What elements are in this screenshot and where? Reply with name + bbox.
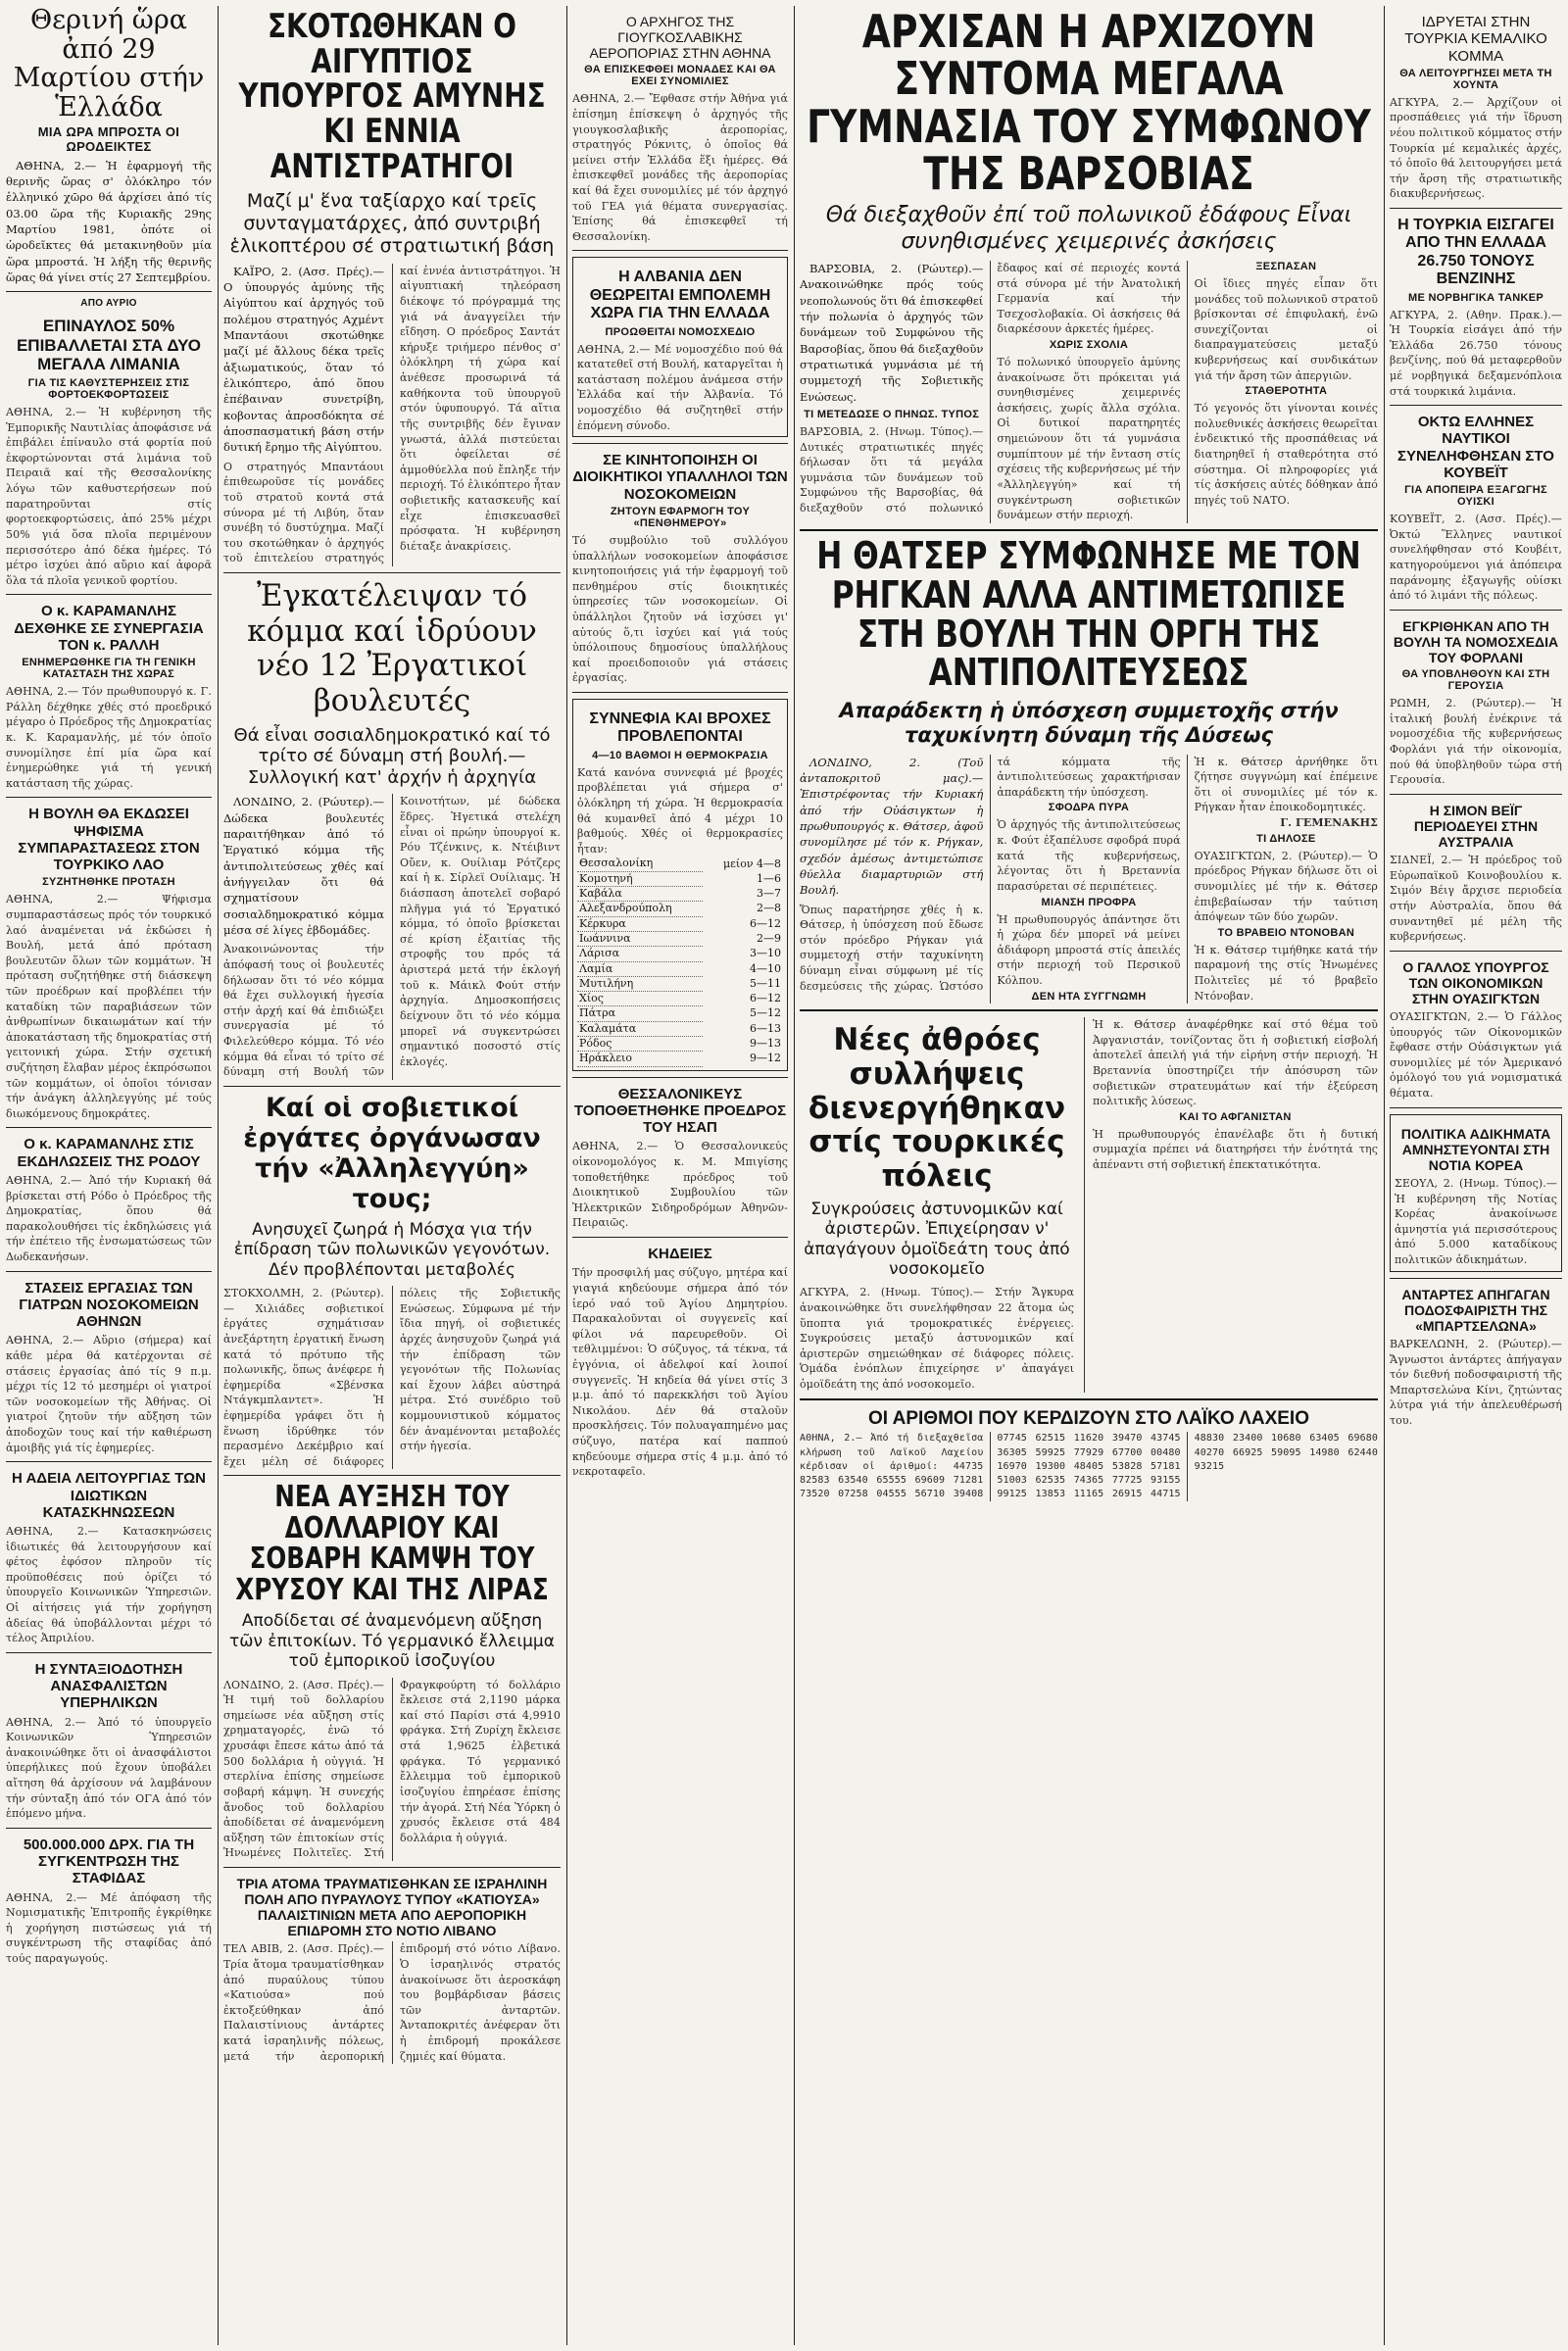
label: ΑΠΟ ΑΥΡΙΟ <box>80 298 137 310</box>
divider <box>6 1127 212 1128</box>
divider <box>1390 610 1562 611</box>
headline-karamanlis-rallis: Ο κ. ΚΑΡΑΜΑΝΛΗΣ ΔΕΧΘΗΚΕ ΣΕ ΣΥΝΕΡΓΑΣΙΑ ΤΟΝ κ. ΡΑΛΛΗ <box>14 603 204 654</box>
article-text: ΑΓΚΥΡΑ, 2.— Ἀρχίζουν οἱ προσπάθειες γιά τήν ἵδρυση νέου πολιτικοῦ κόμματος στήν Τουρκία μέ κεμαλικές ἀρχές, τό ὁποῖο θά λειτουργήσει μετά τήν ἄρση τῆς στρατιωτικῆς διακυβερνήσεως. <box>1390 95 1562 201</box>
headline-soviet-workers: Καί οἱ σοβιετικοί ἐργάτες ὀργάνωσαν τήν «Ἀλληλεγγύη» τους; <box>243 1092 541 1214</box>
subheadline: ΖΗΤΟΥΝ ΕΦΑΡΜΟΓΗ ΤΟΥ «ΠΕΝΘΗΜΕΡΟΥ» <box>610 505 751 529</box>
headline-albania: Η ΑΛΒΑΝΙΑ ΔΕΝ ΘΕΩΡΕΙΤΑΙ ΕΜΠΟΛΕΜΗ ΧΩΡΑ ΓΙΑ ΤΗΝ ΕΛΛΑΔΑ <box>589 269 771 322</box>
article-text: Ἡ πρωθυπουργός ἐπανέλαβε ὅτι ἡ δυτική συμμαχία πρέπει νά διατηρήσει τήν ἑνότητά της ἀπέναντι στή σοβιετική ἐπεκτατικότητα. <box>1093 1127 1378 1172</box>
weather-temp: μείον 4—8 <box>723 857 781 870</box>
divider <box>572 443 788 444</box>
article-text: ΑΘΗΝΑ, 2.— Ἔφθασε στήν Ἀθήνα γιά ἐπίσημη ἐπίσκεψη ὁ ἀρχηγός τῆς γιουγκοσλαβικῆς ἀεροπορίας, στρατηγός Ρόκνιτς, ὁ ὁποῖος θά μείνει στήν Ἑλλάδα ἕξι ἡμέρες. Θά ἐπισκεφθεῖ μονάδες τῆς ἀεροπορίας καί θά ἔχει συνομιλίες μέ τόν ἀρχηγό τοῦ ΓΕΑ γιά θέματα συνεργασίας. Ἐπίσης θά ἐπισκεφθεῖ τή Θεσσαλονίκη. <box>572 92 788 243</box>
weather-temp: 3—7 <box>757 887 781 901</box>
column-3 <box>572 6 788 2345</box>
headline-weather: ΣΥΝΝΕΦΙΑ ΚΑΙ ΒΡΟΧΕΣ ΠΡΟΒΛΕΠΟΝΤΑΙ <box>589 710 771 746</box>
weather-city: Μυτιλήνη <box>577 976 703 991</box>
subheadline: ΓΙΑ ΑΠΟΠΕΙΡΑ ΕΞΑΓΩΓΗΣ ΟΥΙΣΚΙ <box>1404 484 1547 509</box>
article-body: ΒΑΡΣΟΒΙΑ, 2. (Ρώυτερ).— Ανακοινώθηκε πρός τούς νεοπολωνούς ὅτι θά ἐπισκεφθεί τήν πολωνία ὁ ἀρχηγός τῶν δυνάμεων τοῦ Συμφώνου τῆς Βαρσοβίας, ὅπου θά διεξαχθοῦν στρατιωτικά γυμνάσια μέ τή συμμετοχή τῆς Σοβιετικῆς Ενώσεως. <box>800 261 984 404</box>
subheadline: ΕΝΗΜΕΡΩΘΗΚΕ ΓΙΑ ΤΗ ΓΕΝΙΚΗ ΚΑΤΑΣΤΑΣΗ ΤΗΣ ΧΩΡΑΣ <box>22 657 196 681</box>
article-text: ΑΘΗΝΑ, 2.— Ὁ Θεσσαλονικεύς οἰκονομολόγος κ. Μ. Μπιγίσης τοποθετήθηκε πρόεδρος τοῦ Διοικητικοῦ Συμβουλίου τῶν Ἠλεκτρικῶν Σιδηροδρόμων Ἀθηνῶν-Πειραιῶς. <box>572 1140 788 1230</box>
divider <box>223 1086 561 1087</box>
headline-egypt-minister: ΣΚΟΤΩΘΗΚΑΝ Ο ΑΙΓΥΠΤΙΟΣ ΥΠΟΥΡΓΟΣ ΑΜΥΝΗΣ ΚΙ ΕΝΝΙΑ ΑΝΤΙΣΤΡΑΤΗΓΟΙ <box>238 7 546 186</box>
divider <box>572 1237 788 1238</box>
weather-city: Ιωάννινα <box>577 931 703 946</box>
byline: Γ. ΓΕΜΕΝΑΚΗΣ <box>1280 816 1378 830</box>
article-text: ΒΑΡΚΕΛΩΝΗ, 2. (Ρώυτερ).— Ἄγνωστοι ἀντάρτες ἀπήγαγαν τόν διεθνή ποδοσφαιριστή τῆς Μπαρτσελώνα Κίνι, ζητώντας λύτρα γιά τήν ἀπελευθέρωσή του. <box>1390 1337 1562 1427</box>
column-5 <box>1390 6 1562 2345</box>
subheadline: 4—10 ΒΑΘΜΟΙ Η ΘΕΡΜΟΚΡΑΣΙΑ <box>592 749 768 761</box>
article-text: Ἡ κ. Θάτσερ ἀναφέρθηκε καί στό θέμα τοῦ Ἀφγανιστάν, τονίζοντας ὅτι ἡ σοβιετική εἰσβολή ἀποτελεῖ ἀπειλή γιά τήν εἰρήνη στήν περιοχή. Ἡ Βρεταννία ὑποστηρίζει τήν ἀπόσυρση τῶν σοβιετικῶν στρατευμάτων καί τήν ἐξεύρεση πολιτικῆς λύσεως. <box>1093 1018 1378 1108</box>
weather-row <box>577 976 783 991</box>
headline-dollar: ΝΕΑ ΑΥΞΗΣΗ ΤΟΥ ΔΟΛΛΑΡΙΟΥ ΚΑΙ ΣΟΒΑΡΗ ΚΑΜΨΗ ΤΟΥ ΧΡΥΣΟΥ ΚΑΙ ΤΗΣ ΛΙΡΑΣ <box>235 1480 549 1607</box>
weather-temp: 9—13 <box>750 1037 781 1051</box>
divider <box>6 797 212 798</box>
divider <box>1390 1278 1562 1279</box>
headline-thatcher-reagan: Η ΘΑΤΣΕΡ ΣΥΜΦΩΝΗΣΕ ΜΕ ΤΟΝ ΡΗΓΚΑΝ ΑΛΛΑ ΑΝΤΙΜΕΤΩΠΙΣΕ ΣΤΗ ΒΟΥΛΗ ΤΗΝ ΟΡΓΗ ΤΗΣ ΑΝΤΙΠΟΛΙΤΕΥΣΕΩΣ <box>816 533 1361 695</box>
headline-forlani-bills: ΕΓΚΡΙΘΗΚΑΝ ΑΠΟ ΤΗ ΒΟΥΛΗ ΤΑ ΝΟΜΟΣΧΕΔΙΑ ΤΟΥ ΦΟΡΛΑΝΙ <box>1393 617 1559 666</box>
divider <box>6 1652 212 1653</box>
article-text: ΑΓΚΥΡΑ, 2. (Αθην. Πρακ.).— Ἡ Τουρκία εἰσάγει ἀπό τήν Ἑλλάδα 26.750 τόνους βενζίνης, πού θά μεταφερθοῦν μέ νορβηγικά δεξαμενόπλοια στά τουρκικά λιμάνια. <box>1390 308 1562 398</box>
weather-city: Κέρκυρα <box>577 916 703 931</box>
article-text: ΣΤΟΚΧΟΛΜΗ, 2. (Ρώυτερ).— Χιλιάδες σοβιετικοί ἐργάτες σχημάτισαν ἀνεξάρτητη ἐργατική ἕνωση κατά τό πρότυπο τῆς πολωνικῆς, ὅπως ἀνέφερε ἡ ἐφημερίδα «Σβένσκα Ντάγκμπλαντετ». Ἡ ἐφημερίδα γράφει ὅτι ἡ ἕνωση ἱδρύθηκε τόν περασμένο Δεκέμβριο καί ἔχει μέλη σέ διάφορες πόλεις τῆς Σοβιετικῆς Ενώσεως. Σύμφωνα μέ τήν ἴδια πηγή, οἱ σοβιετικές ἀρχές ἀνησυχοῦν ζωηρά γιά τήν ἐπίδραση τῶν γεγονότων τῆς Πολωνίας καί ἔχουν λάβει αὐστηρά μέτρα. Στό συνέδριο τοῦ κομμουνιστικοῦ κόμματος δέν ἀναμένονται μεταβολές στήν ἡγεσία. <box>223 1287 561 1468</box>
weather-temp: 5—11 <box>750 976 781 990</box>
article-body: ΚΑΪΡΟ, 2. (Ασσ. Πρές).— Ο ὑπουργός ἀμύνης τῆς Αἰγύπτου καί ἀρχηγός τοῦ πολέμου στρατηγός Αχμέντ Μπαντάουι σκοτώθηκε μαζί μέ ἄλλους δέκα τρεῖς ἀξιωματικούς, ὅταν τό ἑλικόπτερο, ἀπό ὅπου ἐπέβαιναν συνετρίβη, κοβοντας ἀπροσδόκητα σέ ἀποσπασματική βάση στήν δυτική ἔρημο τῆς Αἰγύπτου. <box>223 264 384 455</box>
deck: Ανησυχεῖ ζωηρά ἡ Μόσχα για τήν ἐπίδραση τῶν πολωνικῶν γεγονότων. Δέν προβλέπονται μεταβολές <box>233 1220 551 1280</box>
subheadline: ΣΤΑΘΕΡΟΤΗΤΑ <box>1245 385 1328 398</box>
deck: Μαζί μ' ἕνα ταξίαρχο καί τρεῖς συνταγματάρχες, ἀπό συντριβή ἑλικοπτέρου σέ στρατιωτική βάση <box>229 190 555 258</box>
column-2 <box>223 6 561 2345</box>
headline-camps: Η ΑΔΕΙΑ ΛΕΙΤΟΥΡΓΙΑΣ ΤΩΝ ΙΔΙΩΤΙΚΩΝ ΚΑΤΑΣΚΗΝΩΣΕΩΝ <box>12 1470 206 1521</box>
weather-temp: 6—13 <box>750 1021 781 1035</box>
headline-yugoslav-airforce: Ο ΑΡΧΗΓΟΣ ΤΗΣ ΓΙΟΥΓΚΟΣΛΑΒΙΚΗΣ ΑΕΡΟΠΟΡΙΑΣ ΣΤΗΝ ΑΘΗΝΑ <box>589 14 771 62</box>
article-text: ΣΕΟΥΛ, 2. (Ηνωμ. Τύπος).— Ἡ κυβέρνηση τῆς Νοτίας Κορέας ἀνακοίνωσε ἀμνηστία γιά περισσότερους ἀπό 5.000 καταδίκους πολιτικῶν ἀδικημάτων. <box>1395 1176 1557 1267</box>
subheadline: ΔΕΝ ΗΤΑ ΣΥΓΓΝΩΜΗ <box>1031 990 1147 1003</box>
article-text: ΑΘΗΝΑ, 2.— Μέ νομοσχέδιο πού θά κατατεθεῖ στή Βουλή, καταργεῖται ἡ κατάσταση πολέμου ἀνάμεσα στήν Ἑλλάδα καί τήν Ἀλβανία. Τό νομοσχέδιο θά συζητηθεῖ στήν ἑπόμενη σύνοδο. <box>577 342 783 432</box>
divider <box>223 1867 561 1868</box>
weather-row <box>577 931 783 946</box>
article-text: ΤΕΛ ΑΒΙΒ, 2. (Ασσ. Πρές).— Τρία ἄτομα τραυματίσθηκαν ἀπό πυραύλους τύπου «Κατιούσα» πού ἐκτοξεύθηκαν ἀπό Παλαιστίνιους ἀντάρτες κατά ἰσραηλινῆς πόλεως, μετά τήν ἀεροπορική ἐπιδρομή στό νότιο Λίβανο. Ὁ ἰσραηλινός στρατός ἀνακοίνωσε ὅτι ἀεροσκάφη του βομβάρδισαν βάσεις τῶν ἀνταρτῶν. Ἀνταποκριτές ἀνέφεραν ὅτι ἡ ἐπιδρομή προκάλεσε ζημιές καί θύματα. <box>223 1942 561 2063</box>
weather-row <box>577 1037 783 1052</box>
headline-parliament-turkey: Η ΒΟΥΛΗ ΘΑ ΕΚΔΩΣΕΙ ΨΗΦΙΣΜΑ ΣΥΜΠΑΡΑΣΤΑΣΕΩΣ ΣΤΟΝ ΤΟΥΡΚΙΚΟ ΛΑΟ <box>18 806 200 874</box>
headline-surcharge: ΕΠΙΝΑΥΛΟΣ 50% ΕΠΙΒΑΛΛΕΤΑΙ ΣΤΑ ΔΥΟ ΜΕΓΑΛΑ ΛΙΜΑΝΙΑ <box>16 317 202 374</box>
weather-table <box>577 857 783 1066</box>
divider <box>223 572 561 573</box>
article-body: ΛΟΝΔΙΝΟ, 2. (Ρώυτερ).— Δώδεκα βουλευτές παραιτήθηκαν ἀπό τό Ἐργατικό κόμμα τῆς ἀντιπολιτεύσεως χθές καί ἀνήγγειλαν ὅτι θά σχηματίσουν σοσιαλδημοκρατικό κόμμα μέσα σέ λίγες ἑβδομάδες. <box>223 795 384 937</box>
weather-city: Λάρισα <box>577 947 703 961</box>
weather-temp: 2—8 <box>757 902 781 915</box>
article-text: Ἡ πρωθυπουργός ἀπάντησε ὅτι ἡ χώρα δέν μπορεῖ νά μείνει ἀδιάφορη μπροστά στίς ἀπειλές στήν περιοχή τοῦ Περσικοῦ Κόλπου. <box>997 912 1181 987</box>
headline-korea-amnesty: ΠΟΛΙΤΙΚΑ ΑΔΙΚΗΜΑΤΑ ΑΜΝΗΣΤΕΥΟΝΤΑΙ ΣΤΗ ΝΟΤΙΑ ΚΟΡΕΑ <box>1400 1125 1551 1173</box>
weather-city: Καβάλα <box>577 887 703 902</box>
weather-row <box>577 1052 783 1066</box>
weather-row <box>577 961 783 976</box>
weather-row <box>577 1021 783 1036</box>
column-rule <box>1384 6 1385 2345</box>
article-body: ΑΘΗΝΑ, 2.— Ἡ ἐφαρμογή τῆς θερινῆς ὥρας σ' ὁλόκληρο τόν ἑλληνικό χῶρο θά ἀρχίσει ἀπό τίς 03.00 ὥρα τῆς Κυριακῆς 29ης Μαρτίου 1981, ὁπότε οἱ ὡροδεῖκτες θά μετακινηθοῦν μία ὥρα μπροστά. Ἡ λήξη τῆς θερινῆς ὥρας θά γίνει στίς 27 Σεπτεμβρίου. <box>6 158 212 285</box>
subheadline: ΤΟ ΒΡΑΒΕΙΟ ΝΤΟΝΟΒΑΝ <box>1217 926 1355 939</box>
headline-hospital-staff: ΣΕ ΚΙΝΗΤΟΠΟΙΗΣΗ ΟΙ ΔΙΟΙΚΗΤΙΚΟΙ ΥΠΑΛΛΗΛΟΙ ΤΩΝ ΝΟΣΟΚΟΜΕΙΩΝ <box>572 452 788 503</box>
weather-city: Καλαμάτα <box>577 1021 703 1036</box>
column-rule <box>566 6 567 2345</box>
deck: Αποδίδεται σέ ἀναμενόμενη αὔξηση τῶν ἐπιτοκίων. Τό γερμανικό ἔλλειμμα τοῦ ἐμπορικοῦ ἰσοζυγίου <box>229 1611 555 1672</box>
article-text: ΑΓΚΥΡΑ, 2. (Ηνωμ. Τύπος).— Στήν Ἄγκυρα ἀνακοινώθηκε ὅτι συνελήφθησαν 22 ἄτομα ὡς ὕποπτα γιά τρομοκρατικές ἐνέργειες. Συγκρούσεις μεταξύ ἀστυνομικῶν καί ἀριστερῶν σημειώθηκαν σέ διάφορες πόλεις. Ὁμάδα ἐνόπλων ἐπιχείρησε ν' ἀπαγάγει ὁμοϊδεάτη της ἀπό νοσοκομεῖο. <box>800 1286 1074 1391</box>
deck: Θά διεξαχθοῦν ἐπί τοῦ πολωνικοῦ ἐδάφους Εἶναι συνηθισμένες χειμερινές ἀσκήσεις <box>825 203 1352 254</box>
divider <box>572 250 788 251</box>
divider <box>1390 794 1562 795</box>
divider <box>6 1828 212 1829</box>
lottery-numbers: ΑΘΗΝΑ, 2.— Ἀπό τή διεξαχθεῖσα κλήρωση τοῦ Λαϊκοῦ Λαχείου κέρδισαν οἱ ἀριθμοί: 44735 82583 63540 65555 69609 71281 73520 07258 04555 56710 39408 07745 62515 11620 39470 43745 36305 59925 77929 67700 00480 16970 19300 48405 53828 57181 51003 62535 74365 77725 93155 99125 13853 11165 26915 44715 48830 23400 10680 63405 69680 40270 66925 59095 14980 62440 93215 <box>800 1433 1378 1500</box>
subheadline: ΘΑ ΥΠΟΒΛΗΘΟΥΝ ΚΑΙ ΣΤΗ ΓΕΡΟΥΣΙΑ <box>1401 668 1550 693</box>
divider <box>6 1461 212 1462</box>
subheadline: ΣΦΟΔΡΑ ΠΥΡΑ <box>1048 802 1130 814</box>
weather-temp: 9—12 <box>750 1052 781 1065</box>
article-text: Ἡ κ. Θάτσερ τιμήθηκε κατά τήν παραμονή της στίς Ἡνωμένες Πολιτεῖες μέ τό βραβεῖο Ντόνοβαν. <box>1194 943 1378 1003</box>
headline-summer-time: Θερινή ὥρα ἀπό 29 Μαρτίου στήν Ἑλλάδα <box>13 6 205 123</box>
weather-city: Ηράκλειο <box>577 1052 703 1066</box>
weather-temp: 3—10 <box>750 947 781 960</box>
divider <box>572 1077 788 1078</box>
divider <box>572 692 788 693</box>
divider <box>1390 405 1562 406</box>
subheadline: ΜΙΑΝΣΗ ΠΡΟΦΡΑ <box>1041 896 1137 908</box>
subheadline: ΣΥΖΗΤΗΘΗΚΕ ΠΡΟΤΑΣΗ <box>42 876 175 889</box>
headline-isap: ΘΕΣΣΑΛΟΝΙΚΕΥΣ ΤΟΠΟΘΕΤΗΘΗΚΕ ΠΡΟΕΔΡΟΣ ΤΟΥ ΗΣΑΠ <box>573 1085 787 1137</box>
headline-warsaw-pact: ΑΡΧΙΣΑΝ Η ΑΡΧΙΖΟΥΝ ΣΥΝΤΟΜΑ ΜΕΓΑΛΑ ΓΥΜΝΑΣΙΑ ΤΟΥ ΣΥΜΦΩΝΟΥ ΤΗΣ ΒΑΡΣΟΒΙΑΣ <box>807 6 1371 200</box>
headline-labour-mps: Ἐγκατέλειψαν τό κόμμα καί ἱδρύουν νέο 12 Ἐργατικοί βουλευτές <box>247 578 537 718</box>
article-text: Τήν προσφιλή μας σύζυγο, μητέρα καί γιαγιά κηδεύουμε σήμερα ἀπό τόν ἱερό ναό τοῦ Ἁγίου Δημητρίου. Παρακαλοῦνται οἱ συγγενεῖς καί φίλοι νά παρευρεθοῦν. Οἱ τεθλιμμένοι: Ὁ σύζυγος, τά τέκνα, τά ἐγγόνια, οἱ ἀδελφοί καί λοιποί συγγενεῖς. Ἡ κηδεία θά γίνει στίς 3 μ.μ. ἀπό τό παρεκκλήσι τοῦ Ἁγίου Νικολάου. Δέν θά σταλοῦν προσκλήσεις. Τόν πολυαγαπημένο μας σύζυγο, πατέρα καί παππού κηδεύουμε σήμερα στίς 4 μ.μ. ἀπό τό νεκροταφεῖο. <box>572 1266 788 1479</box>
article-text: ΑΘΗΝΑ, 2.— Ἡ κυβέρνηση τῆς Ἐμπορικῆς Ναυτιλίας ἀποφάσισε νά ἐπιβάλει ἐπίναυλο στά φορτία πού ἐκφορτώνονται στά λιμάνια τοῦ Πειραιᾶ καί τῆς Θεσσαλονίκης λόγω τῶν καθυστερήσεων πού παρατηροῦνται στίς φορτοεκφορτώσεις, ἀπό 25% μέχρι 50% γιά ὅσα πλοῖα περιμένουν περισσότερο ἀπό δέκα ἡμέρες. Τό μέτρο ἰσχύει ἀπό αὔριο καί ἀφορᾶ ὅλα τά πλοῖα γενικοῦ φορτίου. <box>6 406 212 587</box>
column-rule <box>218 6 219 2345</box>
column-4 <box>800 6 1378 2345</box>
article-text: Οἱ ἴδιες πηγές εἶπαν ὅτι μονάδες τοῦ πολωνικοῦ στρατοῦ βρίσκονται σέ ἐπιφυλακή, ἐνῶ συνεχίζονται οἱ διαπραγματεύσεις μεταξύ κυβερνήσεως καί συνδικάτων γιά τήν ἄρση τῶν ἀπεργιῶν. <box>1194 276 1378 382</box>
headline-raisin: 500.000.000 ΔΡΧ. ΓΙΑ ΤΗ ΣΥΓΚΕΝΤΡΩΣΗ ΤΗΣ ΣΤΑΦΙΔΑΣ <box>23 1836 195 1887</box>
column-1 <box>6 6 212 2345</box>
article-text: ΑΘΗΝΑ, 2.— Κατασκηνώσεις ἰδιωτικές θά λειτουργήσουν καί φέτος ἐφόσον πληροῦν τίς προϋποθέσεις πού ὁρίζει τό ὑπουργεῖο Κοινωνικῶν Ὑπηρεσιῶν. Οἱ αἰτήσεις γιά τήν χορήγηση ἀδείας θά ὑποβάλλονται μέχρι τό τέλος Ἀπριλίου. <box>6 1525 212 1645</box>
subheadline: ΠΡΟΩΘΕΙΤΑΙ ΝΟΜΟΣΧΕΔΙΟ <box>605 325 756 338</box>
weather-city: Κομοτηνή <box>577 871 703 886</box>
deck: Συγκρούσεις ἀστυνομικῶν καί ἀριστερῶν. Ἐπιχείρησαν ν' ἀπαγάγουν ὁμοϊδεάτη τους ἀπό νοσοκομεῖο <box>804 1199 1070 1279</box>
weather-row <box>577 871 783 886</box>
weather-temp: 4—10 <box>750 961 781 975</box>
article-text: Ο στρατηγός Μπαντάουι ἐπιθεωροῦσε τίς μονάδες τοῦ στρατοῦ κοντά στά σύνορα μέ τή Λιβύη, ὅταν συνέβη τό δυστύχημα. Μαζί του σκοτώθηκαν ὁ ἀρχηγός τοῦ ἐπιτελείου στρατηγός καί ἐννέα ἀντιστράτηγοι. Ἡ αἰγυπτιακή τηλεόραση διέκοψε τό πρόγραμμά της γιά νά ἀναγγείλει τήν εἴδηση. Ο πρόεδρος Σαντάτ κήρυξε τριήμερο πένθος σ' ὁλόκληρη τή χώρα καί ἀνέθεσε προσωρινά τά καθήκοντα τοῦ ὑπουργοῦ στόν ὑφυπουργό. Τά αἴτια τῆς συντριβῆς δέν ἔγιναν γνωστά, ἀλλά πιστεύεται ὅτι ὀφείλεται σέ ἀμμοθύελλα πού ἔπληξε τήν περιοχή. Τό ἑλικόπτερο ἦταν σοβιετικῆς κατασκευῆς καί εἶχε ἐπισκευασθεῖ πρόσφατα. Ἡ κυβέρνηση διέταξε ἀνακρίσεις. <box>223 264 561 565</box>
divider <box>800 1398 1378 1400</box>
subheadline: ΜΕ ΝΟΡΒΗΓΙΚΑ ΤΑΝΚΕΡ <box>1407 291 1544 304</box>
headline-doctors-strike: ΣΤΑΣΕΙΣ ΕΡΓΑΣΙΑΣ ΤΩΝ ΓΙΑΤΡΩΝ ΝΟΣΟΚΟΜΕΙΩΝ ΑΘΗΝΩΝ <box>19 1279 199 1331</box>
article-text: Ἀνακοινώνοντας τήν ἀπόφασή τους οἱ βουλευτές δήλωσαν ὅτι τό νέο κόμμα θά ἔχει συλλογική ἡγεσία στήν ἀρχή καί θά ἐπιδιώξει συνεργασία μέ τό Φιλελεύθερο κόμμα. Τό νέο κόμμα θά εἶναι τό τρίτο σέ δύναμη στή Βουλή τῶν Κοινοτήτων, μέ δώδεκα ἕδρες. Ἡγετικά στελέχη εἶναι οἱ πρώην ὑπουργοί κ. Ρόυ Τζένκινς, κ. Ντέιβιντ Οὔεν, κ. Ουίλιαμ Ρότζερς καί ἡ κ. Σίρλεϊ Ουίλιαμς. Ἡ διάσπαση ἀποτελεῖ σοβαρό πλῆγμα γιά τό Ἐργατικό κόμμα, τό ὁποῖο βρίσκεται σέ κρίση ἐξαιτίας τῆς στροφῆς του πρός τά ἀριστερά μετά τήν ἐκλογή τοῦ κ. Μάικλ Φούτ στήν ἀρχηγία. Δημοσκοπήσεις δείχνουν ὅτι τό νέο κόμμα μπορεῖ νά συγκεντρώσει σημαντικό ποσοστό στίς ἐκλογές. <box>223 795 561 1079</box>
divider <box>1390 1107 1562 1108</box>
article-text: ΚΟΥΒΕΪΤ, 2. (Ασσ. Πρές).— Ὀκτώ Ἕλληνες ναυτικοί συνελήφθησαν στό Κουβέιτ, κατηγορούμενοι γιά ἀπόπειρα παράνομης ἐξαγωγῆς οὐίσκι ἀπό τό λιμάνι τῆς πόλεως. <box>1390 513 1562 603</box>
weather-city: Λαμία <box>577 961 703 976</box>
divider <box>1390 208 1562 209</box>
divider <box>800 529 1378 531</box>
article-text: Ὁ ἀρχηγός τῆς ἀντιπολιτεύσεως κ. Φούτ ἐξαπέλυσε σφοδρά πυρά κατά τῆς κυβερνήσεως, λέγοντας ὅτι ἡ Βρεταννία παρασύρεται σέ περιπέτειες. <box>997 818 1181 893</box>
headline-simone-veil: Η ΣΙΜΟΝ ΒΕΪΓ ΠΕΡΙΟΔΕΥΕΙ ΣΤΗΝ ΑΥΣΤΡΑΛΙΑ <box>1413 802 1539 851</box>
article-text: ΟΥΑΣΙΓΚΤΩΝ, 2. (Ρώυτερ).— Ὁ πρόεδρος Ρήγκαν δήλωσε ὅτι οἱ συνομιλίες μέ τήν κ. Θάτσερ ἐπιβεβαίωσαν τήν ταύτιση ἀπόψεων τῶν δύο χωρῶν. <box>1194 849 1378 924</box>
headline-pensions: Η ΣΥΝΤΑΞΙΟΔΟΤΗΣΗ ΑΝΑΣΦΑΛΙΣΤΩΝ ΥΠΕΡΗΛΙΚΩΝ <box>34 1660 183 1712</box>
article-text: ΑΘΗΝΑ, 2.— Τόν πρωθυπουργό κ. Γ. Ράλλη δέχθηκε χθές στό προεδρικό μέγαρο ὁ Πρόεδρος τῆς Δημοκρατίας κ. Κ. Καραμανλής, μέ τόν ὁποῖο συνομίλησε ἐπί μία ὥρα καί ἐνημερώθηκε γιά τή γενική κατάσταση τῆς χώρας. <box>6 685 212 790</box>
weather-temp: 1—6 <box>757 871 781 885</box>
divider <box>223 1475 561 1476</box>
weather-temp: 6—12 <box>750 916 781 930</box>
divider <box>1390 951 1562 952</box>
article-text: ΟΥΑΣΙΓΚΤΩΝ, 2.— Ὁ Γάλλος ὑπουργός τῶν Οἰκονομικῶν ἔφθασε στήν Οὐάσιγκτων γιά συνομιλίες μέ τόν Ἀμερικανό ὁμόλογό του γιά νομισματικά θέματα. <box>1390 1010 1562 1101</box>
article-text: Τό συμβούλιο τοῦ συλλόγου ὑπαλλήλων νοσοκομείων ἀποφάσισε κινητοποιήσεις γιά τήν ἐφαρμογή τοῦ πενθημέρου στίς διοικητικές ὑπηρεσίες τῶν νοσοκομείων. Οἱ ὑπάλληλοι ζητοῦν νά ἰσχύσει γι' αὐτούς ὅ,τι ἰσχύει καί γιά τούς ὑπόλοιπους δημοσίους ὑπαλλήλους καί προειδοποιοῦν γιά στάσεις ἐργασίας. <box>572 533 788 685</box>
article-text: ΑΘΗΝΑ, 2.— Μέ ἀπόφαση τῆς Νομισματικῆς Ἐπιτροπῆς ἐγκρίθηκε ἡ χορήγηση πιστώσεως γιά τή συγκέντρωση τῆς σταφίδας ἀπό τούς παραγωγούς. <box>6 1890 212 1966</box>
weather-city: Χίος <box>577 992 703 1006</box>
weather-row <box>577 916 783 931</box>
weather-city: Ρόδος <box>577 1037 703 1052</box>
article-text: Ἡ κ. Θάτσερ ἀρνήθηκε ὅτι ζήτησε συγγνώμη καί ἐπέμεινε ὅτι οἱ συνομιλίες μέ τόν κ. Ρήγκαν ἦταν ἐποικοδομητικές. <box>1194 755 1378 814</box>
article-text: ΛΟΝΔΙΝΟ, 2. (Ασσ. Πρές).— Ἡ τιμή τοῦ δολλαρίου σημείωσε νέα αὔξηση στίς χρηματαγορές, ἐνῶ τό χρυσάφι ἔπεσε κάτω ἀπό τά 500 δολλάρια ἡ οὐγγιά. Ἡ στερλίνα ἐπίσης σημείωσε σοβαρή κάμψη. Ἡ συνεχής ἄνοδος τοῦ δολλαρίου ἀποδίδεται σέ ἀναμενόμενη αὔξηση τῶν ἐπιτοκίων στίς Ἡνωμένες Πολιτεῖες. Στή Φραγκφούρτη τό δολλάριο ἔκλεισε στά 2,1190 μάρκα καί στό Παρίσι στά 4,9910 φράγκα. Στή Ζυρίχη ἔκλεισε στά 1,9625 ἐλβετικά φράγκα. Τό γερμανικό ἔλλειμμα τοῦ ἐμπορικοῦ ἰσοζυγίου ἐπηρέασε ἐπίσης τήν ἀγορά. Στή Νέα Ὑόρκη ὁ χρυσός ἔκλεισε στά 484 δολλάρια ἡ οὐγγιά. <box>223 1678 561 1860</box>
article-text: ΡΩΜΗ, 2. (Ρώυτερ).— Ἡ ἰταλική βουλή ἐνέκρινε τά νομοσχέδια τῆς κυβερνήσεως Φορλάνι γιά τήν οἰκονομία, πού θά ὑποβληθοῦν τώρα στή Γερουσία. <box>1390 697 1562 787</box>
subheadline: ΧΩΡΙΣ ΣΧΟΛΙΑ <box>1049 339 1129 352</box>
headline-petrol-export: Η ΤΟΥΡΚΙΑ ΕΙΣΓΑΓΕΙ ΑΠΟ ΤΗΝ ΕΛΛΑΔΑ 26.750 ΤΟΝΟΥΣ ΒΕΝΖΙΝΗΣ <box>1397 217 1554 288</box>
article-text: Τό γεγονός ὅτι γίνονται κοινές πολυεθνικές ἀσκήσεις θεωρεῖται ἐνδεικτικό τῆς προσπάθειας νά διατηρηθεῖ ἡ σταθερότητα στό σύστημα. Οἱ πληροφορίες γιά τίς ἀσκήσεις αὐτές δόθηκαν ἀπό πηγές τοῦ ΝΑΤΟ. <box>1194 402 1378 507</box>
weather-row <box>577 887 783 902</box>
deck: Απαράδεκτη ἡ ὑπόσχεση συμμετοχῆς στήν ταχυκίνητη δύναμη τῆς Δύσεως <box>839 699 1339 748</box>
divider <box>800 1009 1378 1011</box>
weather-city: Αλεξανδρούπολη <box>577 902 703 916</box>
article-text: Ὅπως παρατήρησε χθές ἡ κ. Θάτσερ, ἡ ὑπόσχεση πού ἔδωσε στόν πρόεδρο Ρήγκαν γιά συμμετοχή στήν ταχυκίνητη δύναμη εἶναι σύμφωνη μέ τίς δεσμεύσεις τῆς χώρας. Ὡστόσο τά κόμματα τῆς ἀντιπολιτεύσεως χαρακτήρισαν ἀπαράδεκτη τήν ὑπόσχεση. <box>800 755 1181 993</box>
headline-sailors-kuwait: ΟΚΤΩ ΕΛΛΗΝΕΣ ΝΑΥΤΙΚΟΙ ΣΥΝΕΛΗΦΘΗΣΑΝ ΣΤΟ ΚΟΥΒΕΪΤ <box>1397 414 1554 481</box>
article-text: Τό πολωνικό ὑπουργεῖο ἀμύνης ἀνακοίνωσε ὅτι πρόκειται γιά συνηθισμένες χειμερινές ἀσκήσεις, χωρίς ἄλλα σχόλια. Οἱ δυτικοί παρατηρητές σημειώνουν ὅτι τά γυμνάσια συμπίπτουν μέ τήν ἔνταση στίς σχέσεις τῆς κυβερνήσεως μέ τήν «Ἀλληλεγγύη» καί τή συγκέντρωση σοβιετικῶν δυνάμεων στήν περιοχή. <box>997 356 1181 522</box>
weather-row <box>577 947 783 961</box>
weather-temp: 5—12 <box>750 1006 781 1020</box>
subheadline: ΜΙΑ ΩΡΑ ΜΠΡΟΣΤΑ ΟΙ ΩΡΟΔΕΙΚΤΕΣ <box>37 123 180 154</box>
headline-lottery: ΟΙ ΑΡΙΘΜΟΙ ΠΟΥ ΚΕΡΔΙΖΟΥΝ ΣΤΟ ΛΑΪΚΟ ΛΑΧΕΙΟ <box>868 1407 1309 1429</box>
subheadline: ΘΑ ΕΠΙΣΚΕΦΘΕΙ ΜΟΝΑΔΕΣ ΚΑΙ ΘΑ ΕΧΕΙ ΣΥΝΟΜΙΛΙΕΣ <box>584 64 776 88</box>
article-text: ΑΘΗΝΑ, 2.— Αὔριο (σήμερα) καί κάθε μέρα θά κατέρχονται σέ στάσεις ἐργασίας ἀπό τίς 9 π.μ. μέχρι τίς 12 τό μεσημέρι οἱ γιατροί τῶν νοσοκομείων τῆς Ἀθήνας. Οἱ γιατροί ζητοῦν τήν αὔξηση τῶν ἀποδοχῶν τους καί τήν καθιέρωση ἀμοιβῆς γιά τίς ἐφημερίες. <box>6 1334 212 1454</box>
article-text: ΒΑΡΣΟΒΙΑ, 2. (Ηνωμ. Τύπος).— Δυτικές στρατιωτικές πηγές δήλωσαν ὅτι τά μεγάλα γυμνάσια τῶν δυνάμεων τοῦ Συμφώνου τῆς Βαρσοβίας, θά διεξαχθοῦν στό πολωνικό ἔδαφος καί σέ περιοχές κοντά στά σύνορα μέ τήν Ἀνατολική Γερμανία καί τήν Τσεχοσλοβακία. Οἱ ἀσκήσεις θά διαρκέσουν ἀρκετές ἡμέρες. <box>800 261 1181 514</box>
weather-row <box>577 902 783 916</box>
weather-row <box>577 857 783 871</box>
divider <box>6 1271 212 1272</box>
weather-city: Θεσσαλονίκη <box>577 857 703 871</box>
divider <box>6 291 212 292</box>
subheadline: ΤΙ ΜΕΤΕΔΩΣΕ Ο ΠΗΝΩΣ. ΤΥΠΟΣ <box>804 408 980 420</box>
headline-french-minister: Ο ΓΑΛΛΟΣ ΥΠΟΥΡΓΟΣ ΤΩΝ ΟΙΚΟΝΟΜΙΚΩΝ ΣΤΗΝ ΟΥΑΣΙΓΚΤΩΝ <box>1402 958 1549 1006</box>
headline-turkey-arrests: Νέες ἀθρόες συλλήψεις διενεργήθηκαν στίς τουρκικές πόλεις <box>808 1022 1066 1195</box>
subheadline: ΚΑΙ ΤΟ ΑΦΓΑΝΙΣΤΑΝ <box>1179 1110 1292 1123</box>
weather-row <box>577 1006 783 1021</box>
article-text: Κατά κανόνα συννεφιά μέ βροχές προβλέπεται γιά σήμερα σ' ὁλόκληρη τή χώρα. Ἡ θερμοκρασία θά κυμανθεῖ ἀπό 4 μέχρι 10 βαθμούς. Χθές οἱ θερμοκρασίες ἦταν: <box>577 765 783 856</box>
headline-israel-rockets: ΤΡΙΑ ΑΤΟΜΑ ΤΡΑΥΜΑΤΙΣΘΗΚΑΝ ΣΕ ΙΣΡΑΗΛΙΝΗ ΠΟΛΗ ΑΠΟ ΠΥΡΑΥΛΟΥΣ ΤΥΠΟΥ «ΚΑΤΙΟΥΣΑ» ΠΑΛΑΙΣΤΙΝΙΩΝ ΜΕΤΑ ΑΠΟ ΑΕΡΟΠΟΡΙΚΗ ΕΠΙΔΡΟΜΗ ΣΤΟ ΝΟΤΙΟ ΛΙΒΑΝΟ <box>236 1875 548 1939</box>
deck: Θά εἶναι σοσιαλδημοκρατικό καί τό τρίτο σέ δύναμη στή βουλή.— Συλλογική κατ' ἀρχήν ἡ ἀρχηγία <box>233 724 551 788</box>
subheadline: ΤΙ ΔΗΛΟΣΕ <box>1256 832 1316 845</box>
headline-barcelona: ΑΝΤΑΡΤΕΣ ΑΠΗΓΑΓΑΝ ΠΟΔΟΣΦΑΙΡΙΣΤΗ ΤΗΣ «ΜΠΑΡΤΣΕΛΩΝΑ» <box>1401 1286 1550 1334</box>
subheadline: ΞΕΣΠΑΣΑΝ <box>1255 260 1317 272</box>
headline-kemalist-party: ΙΔΡΥΕΤΑΙ ΣΤΗΝ ΤΟΥΡΚΙΑ ΚΕΜΑΛΙΚΟ ΚΟΜΜΑ <box>1404 14 1547 65</box>
article-body: ΛΟΝΔΙΝΟ, 2. (Τοῦ ἀνταποκριτοῦ μας).— Ἐπιστρέφοντας τήν Κυριακή ἀπό τήν Οὐάσιγκτων ἡ πρωθυπουργός κ. Θάτσερ, ἀφοῦ συνομίλησε μέ τόν κ. Ρήγκαν, σχεδόν ἀμέσως ἀντιμετώπισε θύελλα διαμαρτυριῶν στή Βουλή. <box>800 755 984 898</box>
headline-karamanlis-rhodes: Ο κ. ΚΑΡΑΜΑΝΛΗΣ ΣΤΙΣ ΕΚΔΗΛΩΣΕΙΣ ΤΗΣ ΡΟΔΟΥ <box>17 1136 201 1170</box>
article-text: ΣΙΔΝΕΪ, 2.— Ἡ πρόεδρος τοῦ Εὐρωπαϊκοῦ Κοινοβουλίου κ. Σιμόν Βέιγ ἄρχισε περιοδεία στήν Αὐστραλία, ὅπου θά συναντηθεῖ μέ μέλη τῆς κυβερνήσεως. <box>1390 854 1562 944</box>
subheadline: ΓΙΑ ΤΙΣ ΚΑΘΥΣΤΕΡΗΣΕΙΣ ΣΤΙΣ ΦΟΡΤΟΕΚΦΟΡΤΩΣΕΙΣ <box>27 377 190 402</box>
weather-temp: 6—12 <box>750 992 781 1005</box>
weather-city: Πάτρα <box>577 1006 703 1021</box>
weather-row <box>577 992 783 1006</box>
weather-temp: 2—9 <box>757 931 781 945</box>
column-rule <box>794 6 795 2345</box>
subheadline: ΘΑ ΛΕΙΤΟΥΡΓΗΣΕΙ ΜΕΤΑ ΤΗ ΧΟΥΝΤΑ <box>1399 67 1552 91</box>
article-text: ΑΘΗΝΑ, 2.— Ψήφισμα συμπαραστάσεως πρός τόν τουρκικό λαό ἀναμένεται νά ἐκδώσει ἡ Βουλή, μετά ἀπό πρόταση βουλευτῶν ὅλων τῶν κομμάτων. Ἡ πρόταση συζητήθηκε στή διάσκεψη τῶν προέδρων καί προβλέπει τήν καταδίκη τῶν παραβιάσεων τῶν ἀνθρωπίνων δικαιωμάτων καί τήν ἀποκατάσταση τῆς δημοκρατίας στή γειτονική χώρα. Στήν σχετική συζήτηση ἔλαβαν μέρος ἐκπρόσωποι τῶν κομμάτων, οἱ ὁποῖοι τόνισαν τήν ἀνάγκη ἀλληλεγγύης μέ τούς διωκόμενους δημοκράτες. <box>6 893 212 1120</box>
divider <box>6 594 212 595</box>
article-text: ΑΘΗΝΑ, 2.— Ἀπό τό ὑπουργεῖο Κοινωνικῶν Ὑπηρεσιῶν ἀνακοινώθηκε ὅτι οἱ ἀνασφάλιστοι ὑπερήλικες πού ἔχουν ὑποβάλει αἴτηση θά ἀρχίσουν νά λαμβάνουν τήν σύνταξη ἀπό τόν ΟΓΑ ἀπό τόν ἑπόμενο μήνα. <box>6 1715 212 1821</box>
headline-funerals: ΚΗΔΕΙΕΣ <box>648 1246 712 1263</box>
article-text: ΑΘΗΝΑ, 2.— Ἀπό τήν Κυριακή θά βρίσκεται στή Ρόδο ὁ Πρόεδρος τῆς Δημοκρατίας, ὅπου θά παρακολουθήσει τίς ἐκδηλώσεις γιά τήν ἐπέτειο τῆς ἐνσωματώσεως τῶν Δωδεκανήσων. <box>6 1173 212 1264</box>
